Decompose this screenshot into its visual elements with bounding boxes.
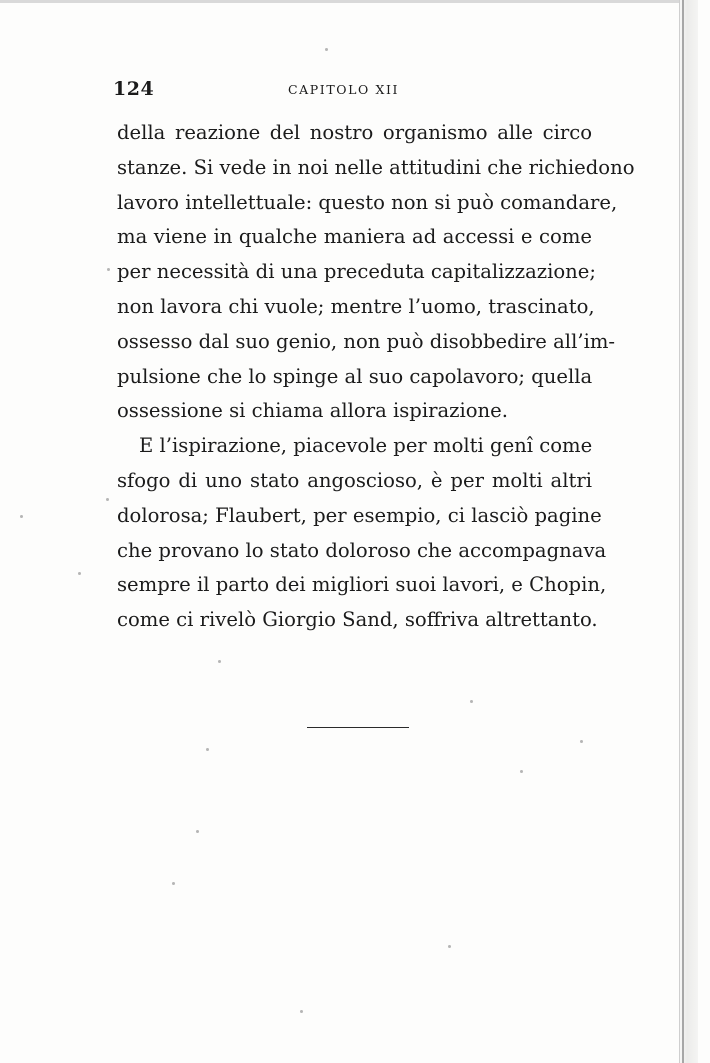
scan-speck xyxy=(20,515,23,518)
text-line: E l’ispirazione, piacevole per molti genî come xyxy=(139,434,593,458)
text-line: ma viene in qualche maniera ad accessi e come xyxy=(117,225,592,249)
text-line: per necessità di una preceduta capitalizzazione; xyxy=(117,260,596,284)
text-line: pulsione che lo spinge al suo capolavoro; quella xyxy=(117,364,593,388)
running-head: CAPITOLO XII xyxy=(288,82,400,97)
binding-line xyxy=(682,0,684,1063)
scan-speck xyxy=(172,882,175,885)
text-line: sempre il parto dei migliori suoi lavori, e Chopin, xyxy=(117,573,607,597)
scan-speck xyxy=(78,572,81,575)
section-end-rule xyxy=(307,727,409,728)
scan-speck xyxy=(448,945,451,948)
scan-speck xyxy=(106,498,109,501)
text-line: sfogo di uno stato angoscioso, è per molti altri xyxy=(117,468,592,492)
scan-speck xyxy=(107,268,110,271)
scan-top-edge xyxy=(0,0,690,3)
scan-speck xyxy=(206,748,209,751)
text-line: lavoro intellettuale: questo non si può comandare, xyxy=(117,190,618,214)
scan-speck xyxy=(470,700,473,703)
text-line: dolorosa; Flaubert, per esempio, ci lasciò pagine xyxy=(117,503,602,527)
scan-speck xyxy=(300,1010,303,1013)
scan-speck xyxy=(196,830,199,833)
text-line: che provano lo stato doloroso che accompagnava xyxy=(117,538,607,562)
text-line: non lavora chi vuole; mentre l’uomo, trascinato, xyxy=(117,294,595,318)
text-line: ossessione si chiama allora ispirazione. xyxy=(117,399,508,423)
text-line: della reazione del nostro organismo alle circo xyxy=(117,121,592,144)
text-line: come ci rivelò Giorgio Sand, soffriva altrettanto. xyxy=(117,608,598,632)
page-number: 124 xyxy=(113,78,155,100)
text-line: stanze. Si vede in noi nelle attitudini che richiedono xyxy=(117,155,635,179)
text-line: ossesso dal suo genio, non può disobbedire all’im- xyxy=(117,329,616,353)
scan-speck xyxy=(520,770,523,773)
scan-speck xyxy=(580,740,583,743)
page-header xyxy=(113,78,593,106)
scan-speck xyxy=(325,48,328,51)
scan-speck xyxy=(218,660,221,663)
body-text xyxy=(117,116,635,638)
